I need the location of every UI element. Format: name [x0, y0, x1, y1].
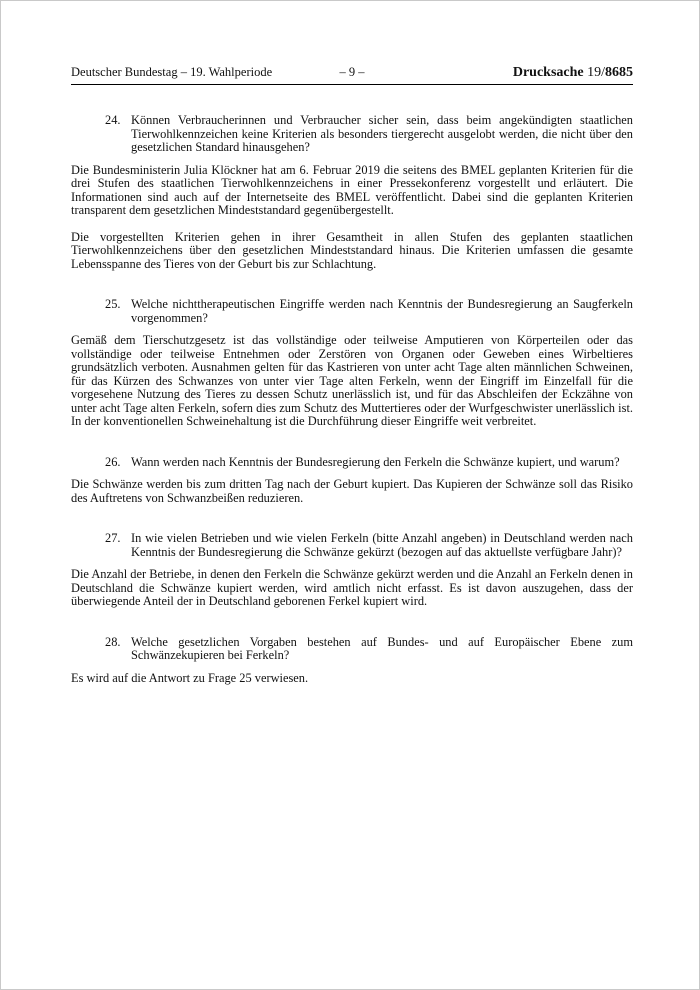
- page-number: – 9 –: [339, 65, 365, 79]
- question-24: [105, 114, 633, 155]
- drucksache-number: 8685: [605, 65, 633, 80]
- drucksache-session: 19/: [587, 65, 605, 80]
- question-text: Welche gesetzlichen Vorgaben bestehen auf Bundes- und auf Europäischer Ebene zum Schwänzekupieren bei Ferkeln?: [131, 634, 633, 662]
- answer-paragraph: Die Bundesministerin Julia Klöckner hat am 6. Februar 2019 die seitens des BMEL geplanten Kriterien für die drei Stufen des staatlichen Tierwohlkennzeichens in einer Pressekonferenz vorgestellt und erläutert. Die Informationen sind auch auf der Internetseite des BMEL veröffentlicht. Dabei sind die geplanten Kriterien transparent dem gesetzlichen Mindeststandard gegenübergestellt.: [71, 162, 633, 217]
- question-text: Wann werden nach Kenntnis der Bundesregierung den Ferkeln die Schwänze kupiert, und warum?: [131, 454, 620, 469]
- answer-paragraph: Die vorgestellten Kriterien gehen in ihrer Gesamtheit in allen Stufen des geplanten staatlichen Tierwohlkennzeichens über den gesetzlichen Mindeststandard hinaus. Die Kriterien umfassen die gesamte Lebensspanne des Tieres von der Geburt bis zur Schlachtung.: [71, 229, 633, 271]
- question-text: Können Verbraucherinnen und Verbraucher sicher sein, dass beim angekündigten staatlichen Tierwohlkennzeichen keine Kriterien als besonders tiergerecht ausgelobt werden, die nicht über den gesetzlichen Standard hinausgehen?: [131, 113, 633, 154]
- question-number: 28.: [105, 634, 121, 649]
- answer-paragraph: Es wird auf die Antwort zu Frage 25 verwiesen.: [71, 670, 309, 685]
- answer-paragraph: Die Anzahl der Betriebe, in denen den Ferkeln die Schwänze gekürzt werden und die Anzahl an Ferkeln denen in Deutschland die Schwänze kupiert werden, wird amtlich nicht erfasst. Es ist davon auszugehen, dass der überwiegende Anteil der in Deutschland geborenen Ferkel kupiert wird.: [71, 567, 633, 608]
- question-text: In wie vielen Betrieben und wie vielen Ferkeln (bitte Anzahl angeben) in Deutschland werden nach Kenntnis der Bundesregierung die Schwänze gekürzt (bezogen auf das aktuellste verfügbare Jahr)?: [131, 531, 633, 559]
- question-number: 25.: [105, 297, 121, 311]
- header-publication: Deutscher Bundestag – 19. Wahlperiode: [71, 65, 273, 79]
- drucksache-label: Drucksache: [512, 65, 584, 80]
- question-text: Welche nichttherapeutischen Eingriffe werden nach Kenntnis der Bundesregierung an Saugferkeln vorgenommen?: [131, 297, 633, 325]
- answer-paragraph: Gemäß dem Tierschutzgesetz ist das vollständige oder teilweise Amputieren von Körperteilen oder das vollständige oder teilweise Entnehmen oder Zerstören von Organen oder Geweben eines Wirbeltieres grundsätzlich verboten. Ausnahmen gelten für das Kastrieren von unter acht Tage alten männlichen Schweinen, für das Kürzen des Schwanzes von unter vier Tage alten Ferkeln, wenn der Eingriff im Einzelfall für die vorgesehene Nutzung des Tieres zu dessen Schutz unerlässlich ist, und für das Abschleifen der Eckzähne von unter acht Tage alten Ferkeln, sofern dies zum Schutz des Muttertieres oder der Wurfgeschwister unerlässlich ist. In der konventionellen Schweinehaltung ist die Durchführung dieser Eingriffe weit verbreitet.: [71, 333, 633, 428]
- question-27: [105, 532, 633, 559]
- question-26: [105, 456, 633, 470]
- document-body: [71, 114, 633, 685]
- question-number: 26.: [105, 454, 121, 469]
- drucksache-reference: [513, 65, 633, 81]
- question-28: [105, 636, 633, 663]
- question-25: [105, 298, 633, 325]
- answer-paragraph: Die Schwänze werden bis zum dritten Tag nach der Geburt kupiert. Das Kupieren der Schwänze soll das Risiko des Auftretens von Schwanzbeißen reduzieren.: [71, 477, 633, 505]
- question-number: 27.: [105, 531, 121, 545]
- page-header: [71, 62, 633, 80]
- header-rule: [71, 84, 633, 85]
- question-number: 24.: [105, 113, 121, 127]
